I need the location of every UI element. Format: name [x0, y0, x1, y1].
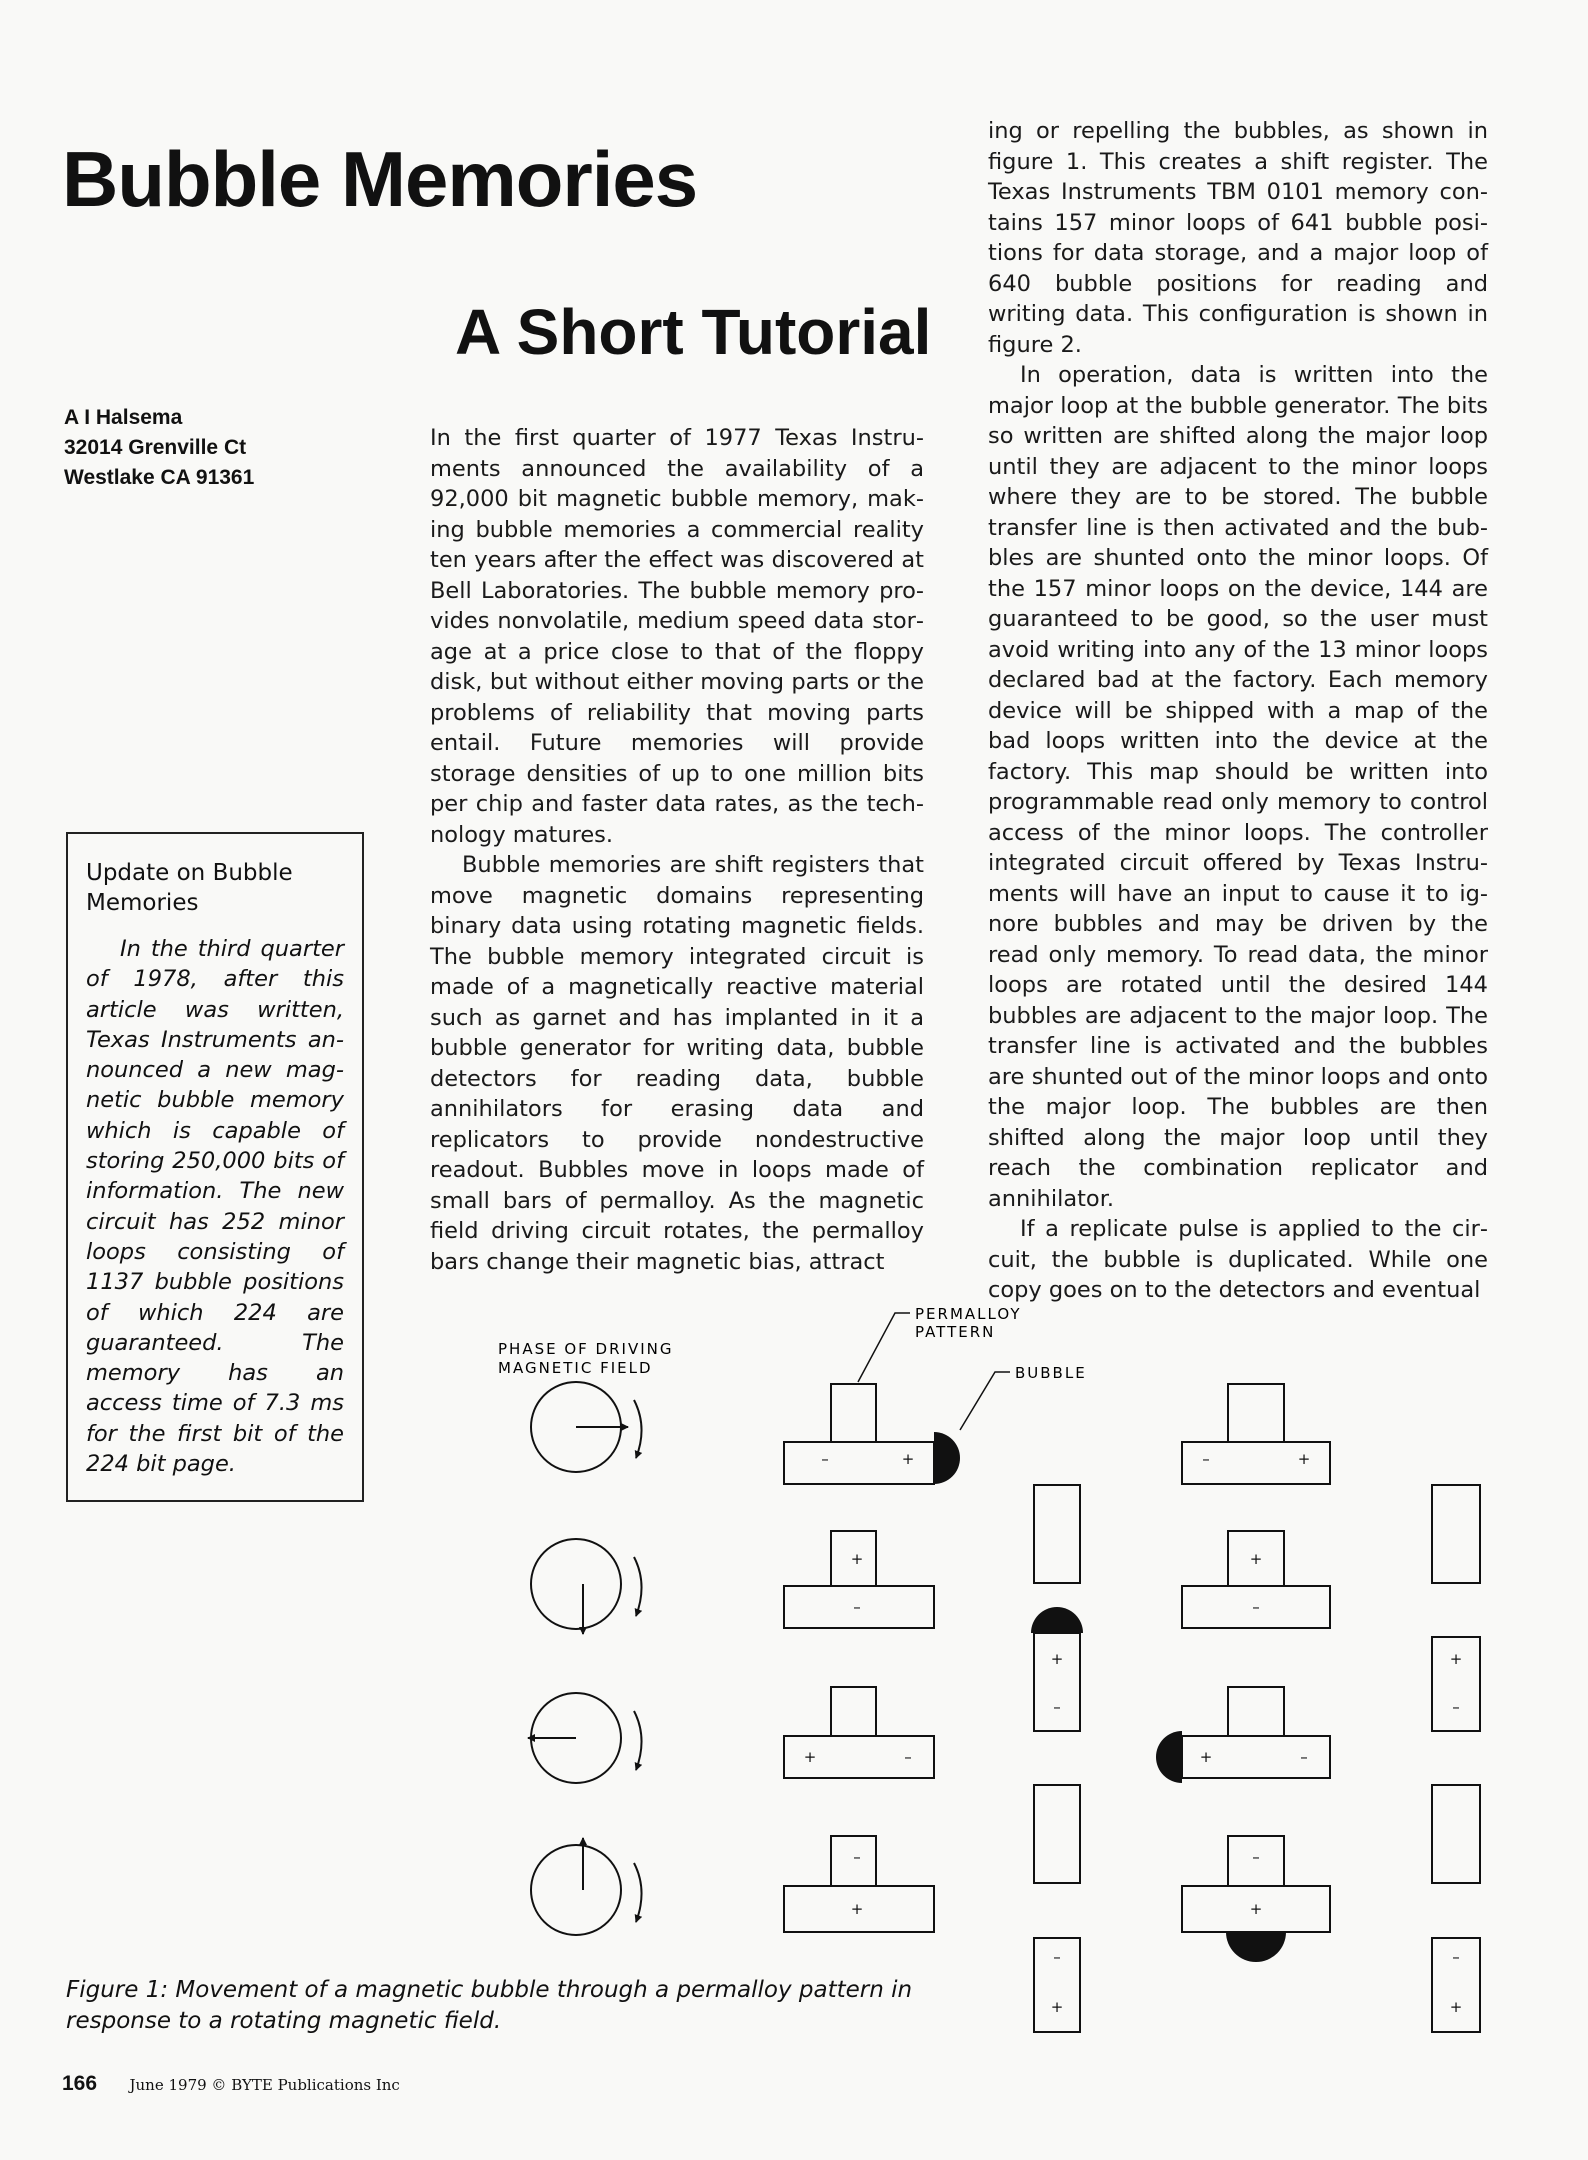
- minus-sign: –: [1452, 1948, 1460, 1966]
- minus-sign: –: [904, 1748, 912, 1766]
- author-address-line1: 32014 Grenville Ct: [64, 436, 247, 459]
- t-bar-phase-1: [784, 1384, 934, 1484]
- plus-sign: +: [1249, 1900, 1263, 1918]
- minus-sign: –: [1252, 1848, 1260, 1866]
- body-column-right: [988, 116, 1488, 1306]
- sidebar-heading-line2: Memories: [86, 890, 199, 916]
- polarity-column-1: [804, 1450, 915, 1918]
- plus-sign: +: [1050, 1998, 1064, 2016]
- label-bubble: BUBBLE: [1015, 1364, 1087, 1382]
- plus-sign: +: [850, 1550, 864, 1568]
- article-subtitle: A Short Tutorial: [455, 296, 932, 368]
- leader-line-bubble: [960, 1372, 1010, 1430]
- sidebar-update-box: [66, 832, 364, 1502]
- bubble-phase-1: [934, 1432, 960, 1484]
- sidebar-heading-line1: Update on Bubble: [86, 860, 293, 886]
- figure-caption: Figure 1: Movement of a magnetic bubble through a permalloy pattern in response to a rotating magnetic field.: [66, 1977, 913, 2034]
- plus-sign: +: [1297, 1450, 1311, 1468]
- label-permalloy-line1: PERMALLOY: [915, 1305, 1022, 1323]
- label-permalloy-line2: PATTERN: [915, 1323, 996, 1341]
- minus-sign: –: [1252, 1598, 1260, 1616]
- leader-line-permalloy: [858, 1313, 910, 1382]
- phase-circle-right: [531, 1382, 642, 1472]
- label-phase-line1: PHASE OF DRIVING: [498, 1340, 674, 1358]
- phase-circle-up: [531, 1838, 642, 1935]
- minus-sign: –: [853, 1598, 861, 1616]
- minus-sign: –: [1202, 1450, 1210, 1468]
- body-column-middle: [430, 423, 924, 1277]
- author-block: [64, 403, 254, 493]
- paragraph: In operation, data is written into the major loop at the bubble generator. The bits so written are shifted along the major loop until they are adjacent to the minor loops where they are to be stored. The bubble transfer line is then activated and the bubbles are shunted onto the minor loops. Of the 157 minor loops on the device, 144 are guaranteed to be good, so the user must avoid writing into any of the 13 minor loops declared bad at the factory. Each memory device will be shipped with a map of the bad loops written into the device at the factory. This map should be written into programmable read only memory to control access of the minor loops. The controller integrated circuit offered by Texas Instruments will have an input to cause it to ignore bubbles and may be driven by the read only memory. To read data, the minor loops are rotated until the desired 144 bubbles are adjacent to the major loop. The transfer line is activated and the bubbles are shunted out of the minor loops and onto the major loop. The bubbles are then shifted along the major loop until they reach the combination replicator and annihilator.: [988, 362, 1488, 1212]
- phase-circle-left: [528, 1693, 642, 1783]
- plus-sign: +: [1199, 1748, 1213, 1766]
- sidebar-heading: [86, 858, 344, 918]
- paragraph: Bubble memories are shift registers that move magnetic domains representing binary data using rotating magnetic fields. The bubble memory integrated circuit is made of a magnetically reactive material such as garnet and has implanted in it a bubble generator for writing data, bubble detectors for reading data, bubble annihilators for erasing data and replicators to provide nondestructive readout. Bubbles move in loops made of small bars of permalloy. As the magnetic field driving circuit rotates, the permalloy bars change their magnetic bias, attract: [430, 852, 924, 1275]
- bubble-phase-2: [1031, 1607, 1083, 1633]
- plus-sign: +: [1050, 1650, 1064, 1668]
- minus-sign: –: [853, 1848, 861, 1866]
- footer-publication: June 1979 © BYTE Publications Inc: [129, 2076, 400, 2094]
- polarity-column-4: [1450, 1650, 1463, 2016]
- author-address-line2: Westlake CA 91361: [64, 466, 255, 489]
- figure-1-diagram: [480, 1290, 1520, 2050]
- author-name: A I Halsema: [64, 406, 183, 429]
- bubble-phase-3: [1156, 1731, 1182, 1783]
- minus-sign: –: [1300, 1748, 1308, 1766]
- plus-sign: +: [850, 1900, 864, 1918]
- plus-sign: +: [803, 1748, 817, 1766]
- label-phase-line2: MAGNETIC FIELD: [498, 1359, 653, 1377]
- minus-sign: –: [1452, 1698, 1460, 1716]
- bubble-phase-4: [1226, 1932, 1286, 1962]
- plus-sign: +: [1449, 1998, 1463, 2016]
- polarity-column-2: [1051, 1650, 1064, 2016]
- phase-circle-down: [531, 1539, 642, 1634]
- phase-indicators: [528, 1382, 642, 1935]
- paragraph: In the first quarter of 1977 Texas Instruments announced the availability of a 92,000 bit magnetic bubble memory, making bubble memories a commercial reality ten years after the effect was discovered at Bell Laboratories. The bubble memory provides nonvolatile, medium speed data storage at a price close to that of the floppy disk, but without either moving parts or the problems of reliability that moving parts entail. Future memories will provide storage densities of up to one million bits per chip and faster data rates, as the technology matures.: [430, 425, 924, 848]
- polarity-column-3: [1200, 1450, 1311, 1918]
- plus-sign: +: [901, 1450, 915, 1468]
- article-title: Bubble Memories: [62, 135, 698, 223]
- paragraph: ing or repelling the bubbles, as shown in figure 1. This creates a shift register. The Texas Instruments TBM 0101 memory contains 157 minor loops of 641 bubble positions for data storage, and a major loop of 640 bubble positions for reading and writing data. This configuration is shown in figure 2.: [988, 118, 1488, 358]
- t-bar-phase-1: [1182, 1384, 1330, 1484]
- sidebar-body: In the third quarter of 1978, after this article was written, Texas Instruments announced a new magnetic bubble memory which is capable of storing 250,000 bits of information. The new circuit has 252 minor loops consisting of 1137 bubble positions of which 224 are guaranteed. The memory has an access time of 7.3 ms for the first bit of the 224 bit page.: [86, 936, 344, 1478]
- page-number: 166: [62, 2072, 98, 2095]
- plus-sign: +: [1249, 1550, 1263, 1568]
- minus-sign: –: [1053, 1698, 1061, 1716]
- paragraph: If a replicate pulse is applied to the circuit, the bubble is duplicated. While one copy goes on to the detectors and eventual: [988, 1216, 1488, 1303]
- minus-sign: –: [821, 1450, 829, 1468]
- plus-sign: +: [1449, 1650, 1463, 1668]
- minus-sign: –: [1053, 1948, 1061, 1966]
- page-footer: [62, 2072, 400, 2096]
